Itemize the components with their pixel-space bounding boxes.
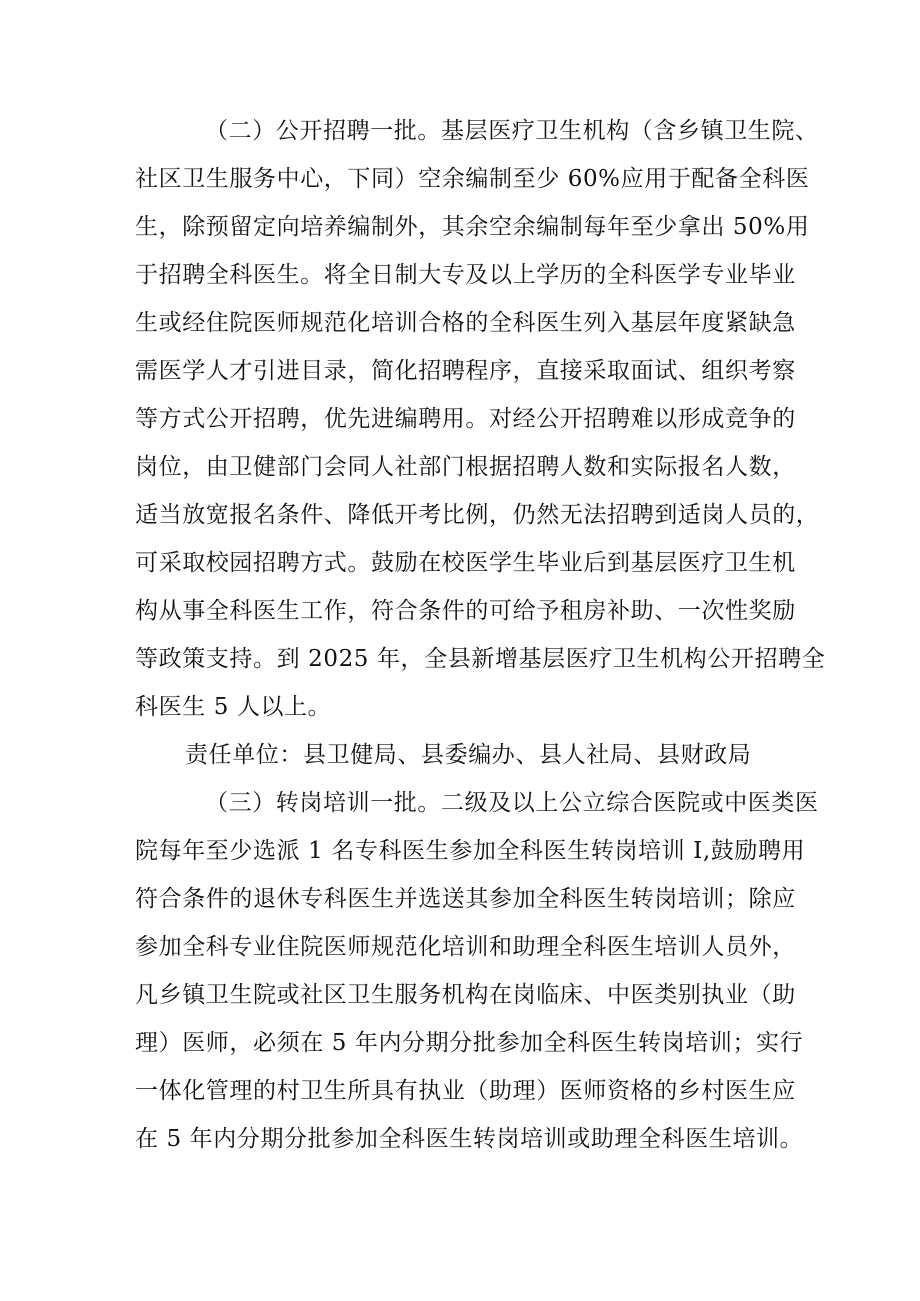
paragraph-line: 院每年至少选派 1 名专科医生参加全科医生转岗培训 I,鼓励聘用 bbox=[135, 838, 806, 864]
paragraph-line: 需医学人才引进目录，简化招聘程序，直接采取面试、组织考察 bbox=[135, 358, 796, 384]
paragraph-line: 于招聘全科医生。将全日制大专及以上学历的全科医学专业毕业 bbox=[135, 262, 796, 288]
paragraph-line: 参加全科专业住院医师规范化培训和助理全科医生培训人员外， bbox=[135, 934, 796, 960]
paragraph-line: 科医生 5 人以上。 bbox=[135, 694, 332, 720]
paragraph-line: 理）医师，必须在 5 年内分期分批参加全科医生转岗培训；实行 bbox=[135, 1030, 804, 1056]
paragraph-line: 等方式公开招聘，优先进编聘用。对经公开招聘难以形成竞争的 bbox=[135, 406, 796, 432]
paragraph-line: （三）转岗培训一批。二级及以上公立综合医院或中医类医 bbox=[205, 790, 819, 816]
paragraph-line: 生或经住院医师规范化培训合格的全科医生列入基层年度紧缺急 bbox=[135, 310, 796, 336]
paragraph-line: （二）公开招聘一批。基层医疗卫生机构（含乡镇卫生院、 bbox=[205, 118, 819, 144]
paragraph-line: 符合条件的退休专科医生并选送其参加全科医生转岗培训；除应 bbox=[135, 886, 796, 912]
paragraph-line: 岗位，由卫健部门会同人社部门根据招聘人数和实际报名人数， bbox=[135, 454, 796, 480]
paragraph-line: 适当放宽报名条件、降低开考比例，仍然无法招聘到适岗人员的， bbox=[135, 502, 820, 528]
paragraph-line: 一体化管理的村卫生所具有执业（助理）医师资格的乡村医生应 bbox=[135, 1078, 796, 1104]
responsible-units-line: 责任单位：县卫健局、县委编办、县人社局、县财政局 bbox=[185, 742, 752, 768]
paragraph-line: 构从事全科医生工作，符合条件的可给予租房补助、一次性奖励 bbox=[135, 598, 796, 624]
paragraph-line: 社区卫生服务中心，下同）空余编制至少 60%应用于配备全科医 bbox=[135, 166, 810, 192]
paragraph-line: 生，除预留定向培养编制外，其余空余编制每年至少拿出 50%用 bbox=[135, 214, 810, 240]
paragraph-line: 可采取校园招聘方式。鼓励在校医学生毕业后到基层医疗卫生机 bbox=[135, 550, 796, 576]
paragraph-line: 在 5 年内分期分批参加全科医生转岗培训或助理全科医生培训。 bbox=[135, 1126, 804, 1152]
paragraph-line: 等政策支持。到 2025 年，全县新增基层医疗卫生机构公开招聘全 bbox=[135, 646, 826, 672]
paragraph-line: 凡乡镇卫生院或社区卫生服务机构在岗临床、中医类别执业（助 bbox=[135, 982, 796, 1008]
